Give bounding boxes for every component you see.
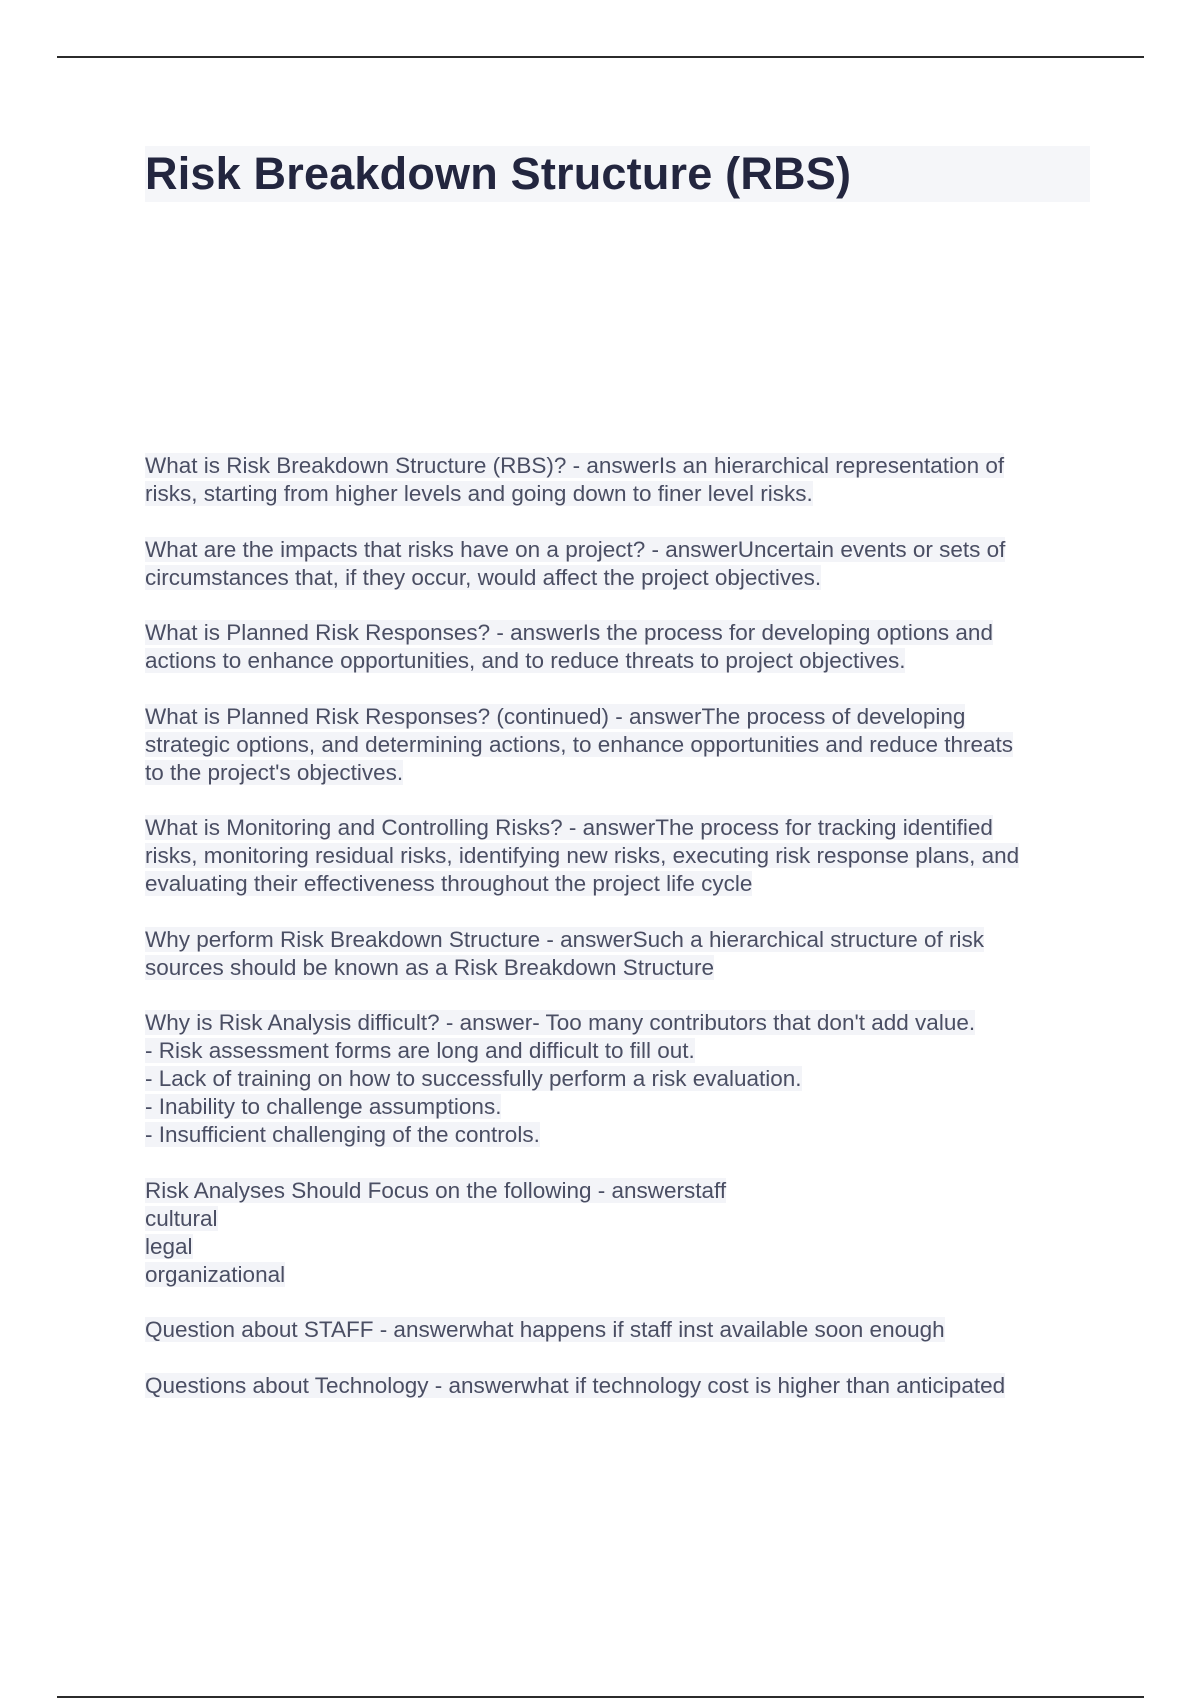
qa-line: - Insufficient challenging of the controls.: [145, 1122, 540, 1147]
qa-item: [145, 536, 1095, 592]
qa-item: [145, 814, 1095, 898]
qa-line: strategic options, and determining actions, to enhance opportunities and reduce threats: [145, 731, 1014, 757]
qa-line: Why perform Risk Breakdown Structure - answerSuch a hierarchical structure of risk: [145, 926, 985, 952]
bottom-rule: [57, 1696, 1144, 1698]
qa-line: to the project's objectives.: [145, 759, 404, 785]
qa-line: - Risk assessment forms are long and difficult to fill out.: [145, 1038, 695, 1063]
qa-line: legal: [145, 1233, 193, 1259]
qa-line: actions to enhance opportunities, and to reduce threats to project objectives.: [145, 648, 906, 673]
qa-item: [145, 619, 1095, 675]
qa-line: Why is Risk Analysis difficult? - answer- Too many contributors that don't add value.: [145, 1010, 976, 1035]
qa-line: Question about STAFF - answerwhat happens if staff inst available soon enough: [145, 1317, 945, 1342]
qa-line: evaluating their effectiveness throughout the project life cycle: [145, 871, 753, 896]
qa-line: What is Planned Risk Responses? - answerIs the process for developing options and: [145, 620, 993, 645]
qa-line: circumstances that, if they occur, would affect the project objectives.: [145, 564, 822, 590]
qa-line: What is Planned Risk Responses? (continued) - answerThe process of developing: [145, 703, 966, 729]
qa-line: Risk Analyses Should Focus on the following - answerstaff: [145, 1177, 727, 1203]
qa-item: [145, 452, 1095, 508]
qa-line: Questions about Technology - answerwhat if technology cost is higher than anticipated: [145, 1372, 1006, 1398]
qa-line: - Lack of training on how to successfully perform a risk evaluation.: [145, 1066, 802, 1091]
qa-line: risks, starting from higher levels and going down to finer level risks.: [145, 481, 813, 506]
qa-line: What is Risk Breakdown Structure (RBS)? - answerIs an hierarchical representation of: [145, 453, 1005, 478]
qa-line: cultural: [145, 1205, 218, 1231]
qa-line: organizational: [145, 1261, 286, 1287]
qa-item: [145, 1372, 1095, 1400]
qa-line: - Inability to challenge assumptions.: [145, 1094, 502, 1119]
page-title: Risk Breakdown Structure (RBS): [145, 148, 852, 199]
top-rule: [57, 56, 1144, 58]
qa-item: [145, 1177, 1095, 1289]
qa-line: risks, monitoring residual risks, identifying new risks, executing risk response plans, and: [145, 843, 1020, 868]
qa-item: [145, 703, 1095, 787]
qa-item: [145, 1316, 1095, 1344]
qa-list: [145, 452, 1095, 1427]
qa-line: sources should be known as a Risk Breakdown Structure: [145, 954, 715, 980]
qa-line: What are the impacts that risks have on a project? - answerUncertain events or sets of: [145, 536, 1006, 562]
qa-item: [145, 926, 1095, 982]
qa-item: [145, 1009, 1095, 1149]
qa-line: What is Monitoring and Controlling Risks? - answerThe process for tracking identified: [145, 815, 993, 840]
